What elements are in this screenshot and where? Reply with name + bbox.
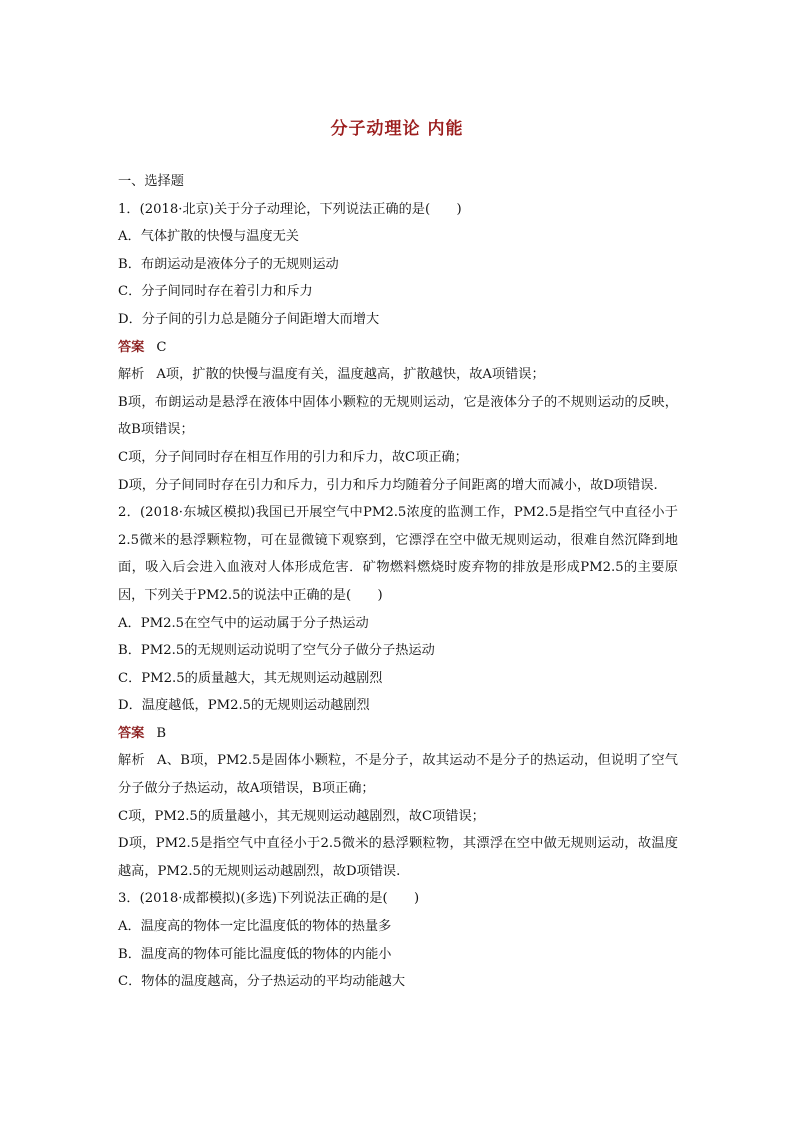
answer-label: 答案 [118, 725, 145, 741]
analysis-paragraph [118, 361, 678, 389]
analysis-paragraph: D项，分子间同时存在引力和斥力，引力和斥力均随着分子间距离的增大而减小，故D项错误. [118, 477, 658, 493]
question-1 [118, 196, 678, 500]
option-c: C．分子间同时存在着引力和斥力 [118, 284, 313, 300]
option-b: B．布朗运动是液体分子的无规则运动 [118, 256, 339, 272]
option-a: A．温度高的物体一定比温度低的物体的热量多 [118, 919, 392, 935]
option-b: B．温度高的物体可能比温度低的物体的内能小 [118, 946, 392, 962]
option-a: A．气体扩散的快慢与温度无关 [118, 229, 299, 245]
document-body [118, 168, 678, 996]
option-d: D．温度越低，PM2.5的无规则运动越剧烈 [118, 698, 370, 714]
option-b: B．PM2.5的无规则运动说明了空气分子做分子热运动 [118, 643, 435, 659]
question-stem: 2．(2018·东城区模拟)我国已开展空气中PM2.5浓度的监测工作，PM2.5是指空气中直径小于2.5微米的悬浮颗粒物，可在显微镜下观察到，它漂浮在空中做无规则运动，很难自然沉降到地面，吸入后会进入血液对人体形成危害．矿物燃料燃烧时废弃物的排放是形成PM2.5的主要原因，下列关于PM2.5的说法中正确的是( ) [118, 505, 678, 603]
answer-value: B [156, 725, 167, 741]
option-d: D．分子间的引力总是随分子间距增大而增大 [118, 311, 380, 327]
question-stem: 3．(2018·成都模拟)(多选)下列说法正确的是( ) [118, 891, 420, 907]
option-a: A．PM2.5在空气中的运动属于分子热运动 [118, 615, 369, 631]
analysis-paragraph [118, 747, 678, 802]
answer-line [118, 720, 678, 748]
answer-value: C [156, 339, 167, 355]
analysis-label: 解析 [118, 753, 145, 769]
option-c: C．PM2.5的质量越大，其无规则运动越剧烈 [118, 670, 383, 686]
question-3 [118, 885, 678, 995]
analysis-text: A、B项，PM2.5是固体小颗粒，不是分子，故其运动不是分子的热运动，但说明了空气分子做分子热运动，故A项错误，B项正确； [118, 753, 678, 797]
analysis-paragraph: C项，分子间同时存在相互作用的引力和斥力，故C项正确； [118, 449, 468, 465]
analysis-paragraph: D项，PM2.5是指空气中直径小于2.5微米的悬浮颗粒物，其漂浮在空中做无规则运动，故温度越高，PM2.5的无规则运动越剧烈，故D项错误. [118, 836, 678, 879]
analysis-paragraph: C项，PM2.5的质量越小，其无规则运动越剧烈，故C项错误； [118, 808, 485, 824]
section-heading: 一、选择题 [118, 174, 184, 189]
analysis-paragraph: B项，布朗运动是悬浮在液体中固体小颗粒的无规则运动，它是液体分子的不规则运动的反映，故B项错误； [118, 394, 678, 438]
page-title: 分子动理论 内能 [330, 119, 464, 139]
answer-label: 答案 [118, 339, 145, 355]
answer-line [118, 334, 678, 362]
analysis-label: 解析 [118, 367, 145, 383]
question-stem: 1．(2018·北京)关于分子动理论，下列说法正确的是( ) [118, 201, 462, 217]
question-2 [118, 499, 678, 885]
analysis-text: A项，扩散的快慢与温度有关，温度越高，扩散越快，故A项错误； [156, 367, 545, 383]
option-c: C．物体的温度越高，分子热运动的平均动能越大 [118, 974, 406, 990]
